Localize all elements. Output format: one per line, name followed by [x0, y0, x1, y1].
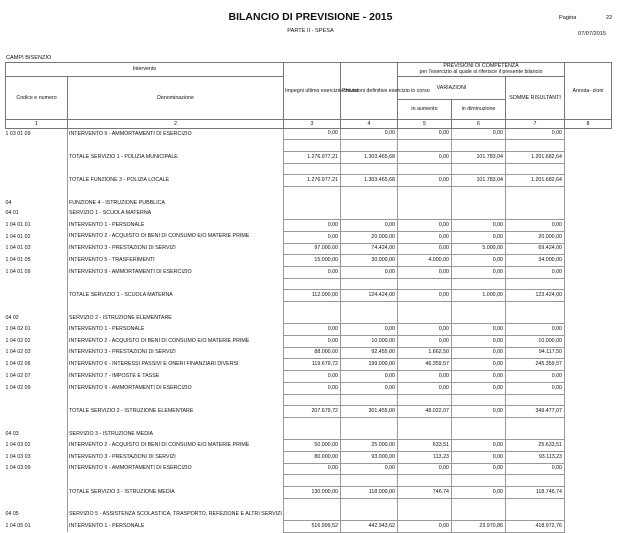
row-value-v4: 92.455,00: [341, 347, 398, 359]
row-value-v3: 207.679,72: [284, 406, 341, 418]
table-row: [6, 359, 612, 371]
row-annotazioni: [565, 324, 612, 336]
row-value-v3: 80.000,00: [284, 451, 341, 463]
table-row: [6, 451, 612, 463]
row-denominazione: INTERVENTO 3 - PRESTAZIONI DI SERVIZI: [68, 243, 284, 255]
row-value-v7: 1.201.682,64: [506, 175, 565, 187]
row-value-v3: 130.000,00: [284, 487, 341, 499]
row-denominazione: INTERVENTO 9 - AMMORTAMENTI DI ESERCIZIO: [68, 128, 284, 140]
row-value-v3: 97.000,00: [284, 243, 341, 255]
row-value-v4: 118.000,00: [341, 487, 398, 499]
row-value-v7: 245.359,57: [506, 359, 565, 371]
row-annotazioni: [565, 152, 612, 164]
row-value-v6: 0,00: [452, 266, 506, 278]
column-number: 2: [68, 119, 284, 128]
table-row: [6, 255, 612, 267]
row-annotazioni: [565, 487, 612, 499]
report-date: 07/07/2015: [578, 31, 606, 37]
row-value-v3: 50.000,00: [284, 440, 341, 452]
row-value-v6: 0,00: [452, 359, 506, 371]
row-value-v7: 0,00: [506, 266, 565, 278]
row-code: 1 04 02 03: [6, 347, 68, 359]
row-value-v7: 0,00: [506, 382, 565, 394]
row-code: 1 04 03 03: [6, 451, 68, 463]
row-code: 1 04 01 05: [6, 255, 68, 267]
row-value-v3: 516.999,52: [284, 521, 341, 533]
row-code: 1 04 02 07: [6, 371, 68, 383]
row-code: 04 05: [6, 509, 68, 520]
row-value-v4: 25.000,00: [341, 440, 398, 452]
row-value-v5: 113,23: [398, 451, 452, 463]
row-code: 1 04 02 06: [6, 359, 68, 371]
spacer-row: [6, 278, 612, 290]
spacer-row: [6, 140, 612, 152]
row-value-v4: 0,00: [341, 266, 398, 278]
table-row: [6, 231, 612, 243]
row-value-v6: 0,00: [452, 255, 506, 267]
table-row: [6, 440, 612, 452]
table-row: [6, 266, 612, 278]
row-code: 1 04 01 02: [6, 231, 68, 243]
row-annotazioni: [565, 175, 612, 187]
row-value-v7: 0,00: [506, 220, 565, 232]
row-value-v4: 1.303.465,68: [341, 175, 398, 187]
row-value-v6: 101.783,04: [452, 175, 506, 187]
row-denominazione: INTERVENTO 3 - PRESTAZIONI DI SERVIZI: [68, 451, 284, 463]
total-row: [6, 406, 612, 418]
total-row: [6, 290, 612, 302]
row-value-v5: 0,00: [398, 463, 452, 475]
row-denominazione: INTERVENTO 7 - IMPOSTE E TASSE: [68, 371, 284, 383]
row-value-v5: 633,51: [398, 440, 452, 452]
row-code: 1 04 01 01: [6, 220, 68, 232]
report-title: BILANCIO DI PREVISIONE - 2015: [228, 11, 393, 23]
row-denominazione: INTERVENTO 6 - INTERESSI PASSIVI E ONERI FINANZIARI DIVERSI: [68, 359, 284, 371]
row-value-v7: 118.746,74: [506, 487, 565, 499]
row-value-v4: 1.303.465,68: [341, 152, 398, 164]
row-value-v3: 88.000,00: [284, 347, 341, 359]
row-code: 04 01: [6, 209, 68, 220]
page-label: Pagina: [559, 15, 577, 21]
row-value-v3: 0,00: [284, 463, 341, 475]
row-value-v7: 69.424,00: [506, 243, 565, 255]
header-competenza-sub: per l'esercizio al quale si riferisce il presente bilancio: [419, 69, 543, 76]
row-value-v7: 349.477,07: [506, 406, 565, 418]
spacer-row: [6, 417, 612, 428]
column-numbers-row: [6, 119, 612, 128]
row-denominazione: TOTALE FUNZIONE 3 - POLIZIA LOCALE: [68, 175, 284, 187]
spacer-row: [6, 394, 612, 406]
row-value-v6: 0,00: [452, 487, 506, 499]
row-value-v7: 418.972,76: [506, 521, 565, 533]
row-value-v6: 0,00: [452, 406, 506, 418]
row-code: 1 04 02 01: [6, 324, 68, 336]
section-heading-row: [6, 209, 612, 220]
header-previsioni: Previsioni definitive esercizio in corso: [341, 63, 398, 120]
header-previsioni-competenza: [398, 63, 565, 77]
row-code: 04 02: [6, 313, 68, 324]
row-value-v5: 0,00: [398, 324, 452, 336]
column-number: 8: [565, 119, 612, 128]
row-value-v3: 0,00: [284, 324, 341, 336]
row-value-v4: 20.000,00: [341, 231, 398, 243]
header-denominazione: Denominazione: [68, 76, 284, 119]
row-code: [6, 152, 68, 164]
row-value-v5: 0,00: [398, 231, 452, 243]
section-heading-row: [6, 313, 612, 324]
row-value-v6: 0,00: [452, 231, 506, 243]
row-denominazione: TOTALE SERVIZIO 3 - ISTRUZIONE MEDIA: [68, 487, 284, 499]
header-intervento: Intervento: [6, 63, 284, 77]
row-code: 1 04 02 09: [6, 382, 68, 394]
row-value-v3: 15.000,00: [284, 255, 341, 267]
row-value-v4: 442.943,62: [341, 521, 398, 533]
page-number: 22: [606, 15, 613, 21]
row-value-v4: 74.424,00: [341, 243, 398, 255]
row-value-v3: 1.276.977,21: [284, 152, 341, 164]
table-row: [6, 347, 612, 359]
header-variazioni: VARIAZIONI: [398, 76, 506, 99]
row-code: [6, 487, 68, 499]
row-value-v3: 0,00: [284, 336, 341, 348]
row-denominazione: INTERVENTO 3 - PRESTAZIONI DI SERVIZI: [68, 347, 284, 359]
row-code: 1 04 01 09: [6, 266, 68, 278]
row-code: 1 04 03 02: [6, 440, 68, 452]
row-value-v4: 0,00: [341, 382, 398, 394]
row-value-v6: 0,00: [452, 128, 506, 140]
header-in-diminuzione: in diminuzione: [452, 99, 506, 119]
spacer-row: [6, 302, 612, 313]
row-code: 1 04 05 01: [6, 521, 68, 533]
row-value-v7: 20.000,00: [506, 231, 565, 243]
row-annotazioni: [565, 359, 612, 371]
table-row: [6, 463, 612, 475]
row-value-v3: 0,00: [284, 382, 341, 394]
spacer-row: [6, 498, 612, 509]
row-value-v6: 23.970,86: [452, 521, 506, 533]
row-annotazioni: [565, 451, 612, 463]
row-value-v5: 46.359,57: [398, 359, 452, 371]
row-denominazione: INTERVENTO 5 - TRASFERIMENTI: [68, 255, 284, 267]
row-annotazioni: [565, 266, 612, 278]
column-number: 1: [6, 119, 68, 128]
row-value-v5: 0,00: [398, 266, 452, 278]
row-value-v5: 0,00: [398, 371, 452, 383]
row-value-v5: 0,00: [398, 243, 452, 255]
row-value-v6: 0,00: [452, 347, 506, 359]
row-denominazione: FUNZIONE 4 - ISTRUZIONE PUBBLICA: [68, 198, 284, 209]
row-value-v4: 0,00: [341, 463, 398, 475]
section-heading-row: [6, 509, 612, 520]
row-value-v3: 1.276.977,21: [284, 175, 341, 187]
budget-table: [5, 62, 612, 533]
header-impegni: Impegni ultimo esercizio chiuso: [284, 63, 341, 120]
row-value-v3: 0,00: [284, 231, 341, 243]
row-value-v5: 0,00: [398, 128, 452, 140]
row-annotazioni: [565, 463, 612, 475]
row-annotazioni: [565, 440, 612, 452]
row-value-v6: 0,00: [452, 440, 506, 452]
row-value-v7: 0,00: [506, 128, 565, 140]
row-value-v4: 93.000,00: [341, 451, 398, 463]
row-value-v4: 124.424,00: [341, 290, 398, 302]
table-row: [6, 521, 612, 533]
row-value-v6: 0,00: [452, 371, 506, 383]
table-row: [6, 324, 612, 336]
row-value-v7: 10.000,00: [506, 336, 565, 348]
row-code: 04: [6, 198, 68, 209]
row-denominazione: TOTALE SERVIZIO 1 - POLIZIA MUNICIPALE: [68, 152, 284, 164]
row-value-v7: 93.113,23: [506, 451, 565, 463]
row-value-v4: 10.000,00: [341, 336, 398, 348]
report-subtitle: PARTE II - SPESA: [287, 28, 334, 34]
row-value-v6: 0,00: [452, 324, 506, 336]
row-denominazione: TOTALE SERVIZIO 1 - SCUOLA MATERNA: [68, 290, 284, 302]
row-value-v4: 301.455,00: [341, 406, 398, 418]
row-value-v3: 119.679,72: [284, 359, 341, 371]
total-row: [6, 487, 612, 499]
row-value-v5: 0,00: [398, 521, 452, 533]
row-value-v7: 0,00: [506, 324, 565, 336]
section-heading-row: [6, 429, 612, 440]
row-annotazioni: [565, 382, 612, 394]
header-competenza-title: PREVISIONI DI COMPETENZA: [443, 63, 519, 69]
row-denominazione: INTERVENTO 2 - ACQUISTO DI BENI DI CONSUMO E/O MATERIE PRIME: [68, 440, 284, 452]
row-value-v4: 0,00: [341, 324, 398, 336]
row-value-v7: 25.633,51: [506, 440, 565, 452]
row-code: [6, 175, 68, 187]
row-denominazione: INTERVENTO 1 - PERSONALE: [68, 324, 284, 336]
spacer-row: [6, 163, 612, 175]
row-code: 1 04 03 09: [6, 463, 68, 475]
ente-name: CAMPI BISENZIO: [6, 55, 52, 61]
row-annotazioni: [565, 347, 612, 359]
row-denominazione: INTERVENTO 9 - AMMORTAMENTI DI ESERCIZIO: [68, 382, 284, 394]
row-annotazioni: [565, 231, 612, 243]
total-row: [6, 175, 612, 187]
row-annotazioni: [565, 521, 612, 533]
row-value-v3: 0,00: [284, 266, 341, 278]
row-value-v5: 4.000,00: [398, 255, 452, 267]
row-value-v6: 0,00: [452, 220, 506, 232]
row-code: 1 03 01 09: [6, 128, 68, 140]
row-value-v6: 5.000,00: [452, 243, 506, 255]
row-value-v6: 1.000,00: [452, 290, 506, 302]
row-value-v7: 123.424,00: [506, 290, 565, 302]
row-value-v6: 0,00: [452, 451, 506, 463]
row-value-v4: 0,00: [341, 128, 398, 140]
row-value-v6: 0,00: [452, 382, 506, 394]
section-heading-row: [6, 198, 612, 209]
row-denominazione: SERVIZIO 1 - SCUOLA MATERNA: [68, 209, 284, 220]
row-value-v7: 0,00: [506, 463, 565, 475]
row-value-v7: 0,00: [506, 371, 565, 383]
row-annotazioni: [565, 220, 612, 232]
row-annotazioni: [565, 336, 612, 348]
row-value-v7: 94.117,50: [506, 347, 565, 359]
row-annotazioni: [565, 128, 612, 140]
column-number: 5: [398, 119, 452, 128]
row-denominazione: TOTALE SERVIZIO 2 - ISTRUZIONE ELEMENTARE: [68, 406, 284, 418]
row-value-v5: 0,00: [398, 382, 452, 394]
row-code: [6, 406, 68, 418]
column-number: 4: [341, 119, 398, 128]
row-denominazione: INTERVENTO 1 - PERSONALE: [68, 521, 284, 533]
row-code: [6, 290, 68, 302]
row-value-v4: 0,00: [341, 371, 398, 383]
row-value-v5: 1.662,50: [398, 347, 452, 359]
row-denominazione: SERVIZIO 5 - ASSISTENZA SCOLASTICA, TRASPORTO, REFEZIONE E ALTRI SERVIZI: [68, 509, 284, 520]
table-row: [6, 128, 612, 140]
table-row: [6, 336, 612, 348]
spacer-row: [6, 187, 612, 198]
row-value-v4: 199.000,00: [341, 359, 398, 371]
row-value-v3: 0,00: [284, 371, 341, 383]
table-row: [6, 243, 612, 255]
row-value-v4: 0,00: [341, 220, 398, 232]
header-somme: SOMME RISULTANTI: [506, 76, 565, 119]
column-number: 3: [284, 119, 341, 128]
column-number: 7: [506, 119, 565, 128]
row-code: 04 03: [6, 429, 68, 440]
spacer-row: [6, 475, 612, 487]
table-row: [6, 382, 612, 394]
row-denominazione: INTERVENTO 1 - PERSONALE: [68, 220, 284, 232]
row-value-v7: 1.201.682,64: [506, 152, 565, 164]
row-value-v5: 0,00: [398, 175, 452, 187]
row-value-v5: 48.022,07: [398, 406, 452, 418]
row-value-v5: 746,74: [398, 487, 452, 499]
row-value-v5: 0,00: [398, 220, 452, 232]
row-value-v3: 0,00: [284, 128, 341, 140]
column-number: 6: [452, 119, 506, 128]
row-code: 1 04 01 03: [6, 243, 68, 255]
header-codice: Codice e numero: [6, 76, 68, 119]
row-denominazione: INTERVENTO 9 - AMMORTAMENTI DI ESERCIZIO: [68, 463, 284, 475]
row-value-v5: 0,00: [398, 152, 452, 164]
row-value-v7: 34.000,00: [506, 255, 565, 267]
table-row: [6, 220, 612, 232]
budget-table-body: [6, 128, 612, 532]
total-row: [6, 152, 612, 164]
row-annotazioni: [565, 371, 612, 383]
row-code: 1 04 02 02: [6, 336, 68, 348]
row-value-v6: 0,00: [452, 336, 506, 348]
row-value-v6: 0,00: [452, 463, 506, 475]
row-annotazioni: [565, 290, 612, 302]
row-annotazioni: [565, 255, 612, 267]
row-annotazioni: [565, 243, 612, 255]
row-value-v4: 30.000,00: [341, 255, 398, 267]
row-value-v5: 0,00: [398, 290, 452, 302]
row-denominazione: INTERVENTO 2 - ACQUISTO DI BENI DI CONSUMO E/O MATERIE PRIME: [68, 231, 284, 243]
row-value-v5: 0,00: [398, 336, 452, 348]
row-value-v3: 0,00: [284, 220, 341, 232]
row-value-v6: 101.783,04: [452, 152, 506, 164]
row-denominazione: SERVIZIO 3 - ISTRUZIONE MEDIA: [68, 429, 284, 440]
row-denominazione: INTERVENTO 2 - ACQUISTO DI BENI DI CONSUMO E/O MATERIE PRIME: [68, 336, 284, 348]
row-value-v3: 112.000,00: [284, 290, 341, 302]
row-denominazione: SERVIZIO 2 - ISTRUZIONE ELEMENTARE: [68, 313, 284, 324]
header-in-aumento: in aumento: [398, 99, 452, 119]
header-annotazioni: Annota- zioni: [565, 63, 612, 120]
table-row: [6, 371, 612, 383]
row-annotazioni: [565, 406, 612, 418]
row-denominazione: INTERVENTO 9 - AMMORTAMENTI DI ESERCIZIO: [68, 266, 284, 278]
